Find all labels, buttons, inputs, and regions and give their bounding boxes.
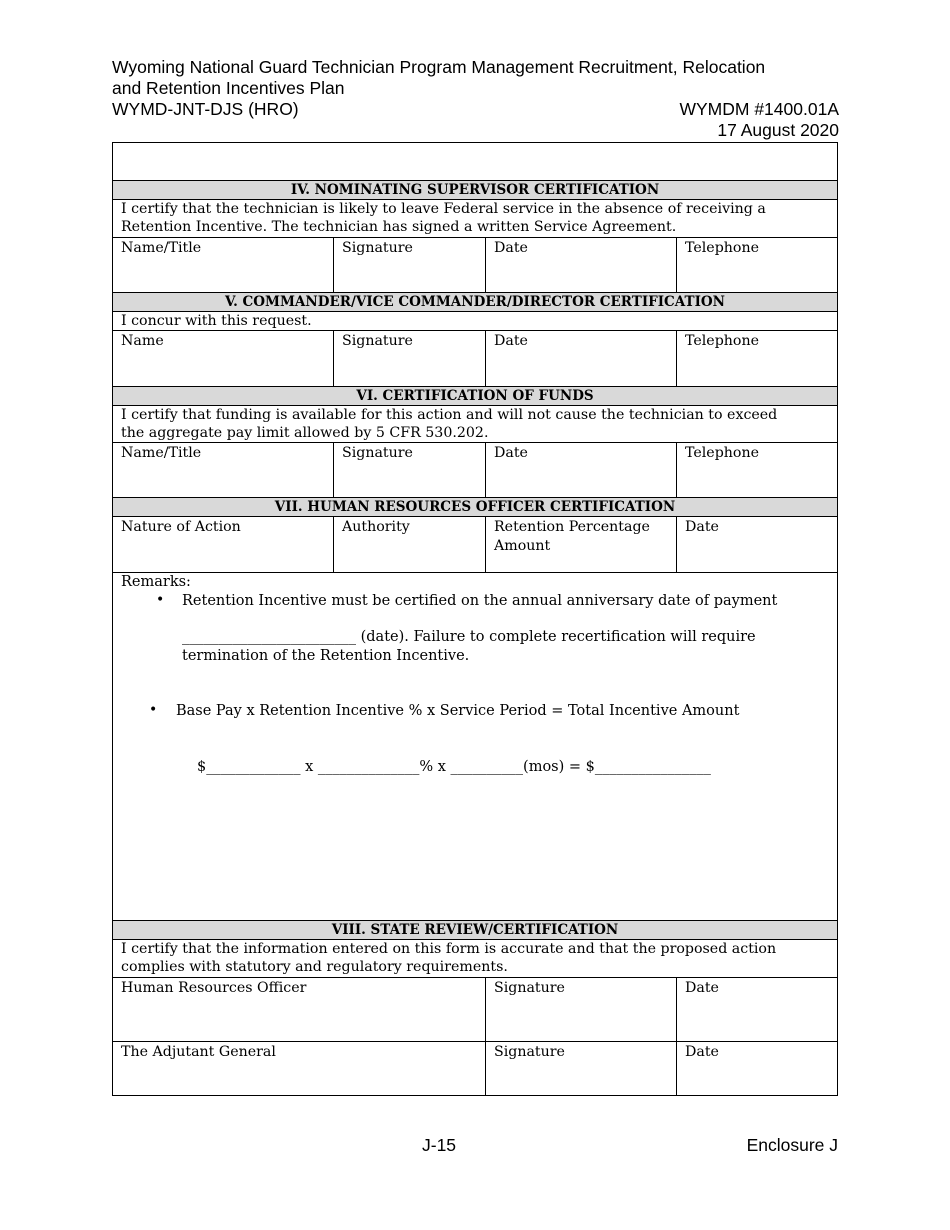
document-date: 17 August 2020 [717, 120, 839, 140]
document-number: WYMDM #1400.01A [679, 99, 839, 119]
commander-date-field[interactable]: Date [485, 331, 676, 386]
remarks-bullet1-line1: Retention Incentive must be certified on the annual anniversary date of payment [182, 593, 778, 609]
section-viii-heading: VIII. STATE REVIEW/CERTIFICATION [113, 920, 837, 939]
page-header [112, 57, 839, 141]
section-vi-fields-row [113, 442, 837, 497]
certification-form [112, 142, 838, 1096]
funds-telephone-field[interactable]: Telephone [676, 443, 837, 497]
remarks-bullet1-line3: termination of the Retention Incentive. [182, 648, 470, 664]
commander-name-field[interactable]: Name [121, 333, 164, 349]
section-iv-heading: IV. NOMINATING SUPERVISOR CERTIFICATION [113, 180, 837, 199]
section-v-statement: I concur with this request. [113, 311, 837, 330]
remarks-block[interactable] [113, 572, 837, 920]
supervisor-telephone-field[interactable]: Telephone [676, 238, 837, 292]
supervisor-signature-field[interactable]: Signature [333, 238, 485, 292]
plan-title-line1: Wyoming National Guard Technician Program Management Recruitment, Relocation [112, 57, 766, 77]
office-code: WYMD-JNT-DJS (HRO) [112, 99, 299, 119]
remarks-bullet1-line2: ________________________ (date). Failure to complete recertification will require [182, 629, 756, 645]
section-vii-fields-row [113, 516, 837, 572]
supervisor-name-title-field[interactable]: Name/Title [121, 240, 202, 256]
remarks-label: Remarks: [121, 574, 191, 590]
hro-signature-row [113, 977, 837, 1041]
authority-field[interactable]: Authority [333, 517, 485, 572]
blank-top-row [113, 143, 837, 180]
section-viii-statement-line2: complies with statutory and regulatory requirements. [121, 959, 508, 975]
adjutant-general-signature-field[interactable]: Signature [485, 1042, 676, 1095]
section-vi-statement-line1: I certify that funding is available for this action and will not cause the technician to exceed [121, 407, 778, 423]
bullet-icon: • [149, 702, 158, 718]
section-viii-statement-line1: I certify that the information entered on this form is accurate and that the proposed action [121, 941, 777, 957]
page-number: J-15 [422, 1135, 457, 1155]
commander-telephone-field[interactable]: Telephone [676, 331, 837, 386]
section-iv-statement [113, 199, 837, 237]
commander-signature-field[interactable]: Signature [333, 331, 485, 386]
hro-date-field[interactable]: Date [676, 517, 837, 572]
funds-date-field[interactable]: Date [485, 443, 676, 497]
retention-percentage-label-line2: Amount [494, 537, 551, 554]
section-vi-statement [113, 405, 837, 442]
adjutant-general-signature-row [113, 1041, 837, 1095]
retention-percentage-label-line1: Retention Percentage [494, 519, 650, 535]
supervisor-date-field[interactable]: Date [485, 238, 676, 292]
section-v-heading: V. COMMANDER/VICE COMMANDER/DIRECTOR CERTIFICATION [113, 292, 837, 311]
section-vii-heading: VII. HUMAN RESOURCES OFFICER CERTIFICATION [113, 497, 837, 516]
adjutant-general-name-field[interactable]: The Adjutant General [121, 1044, 276, 1060]
retention-percentage-amount-field[interactable] [485, 517, 676, 572]
adjutant-general-date-field[interactable]: Date [676, 1042, 837, 1095]
funds-signature-field[interactable]: Signature [333, 443, 485, 497]
plan-title-line2: and Retention Incentives Plan [112, 78, 345, 98]
section-iv-statement-line1: I certify that the technician is likely to leave Federal service in the absence of receiving a [121, 201, 766, 217]
hro-review-date-field[interactable]: Date [676, 978, 837, 1041]
section-vi-heading: VI. CERTIFICATION OF FUNDS [113, 386, 837, 405]
section-viii-statement [113, 939, 837, 977]
hro-signature-field[interactable]: Signature [485, 978, 676, 1041]
remarks-bullet2: Base Pay x Retention Incentive % x Service Period = Total Incentive Amount [176, 703, 740, 719]
section-v-fields-row [113, 330, 837, 386]
funds-name-title-field[interactable]: Name/Title [121, 445, 202, 461]
enclosure-label: Enclosure J [746, 1135, 838, 1155]
hro-name-field[interactable]: Human Resources Officer [121, 980, 307, 996]
section-vi-statement-line2: the aggregate pay limit allowed by 5 CFR 530.202. [121, 425, 489, 441]
section-iv-fields-row [113, 237, 837, 292]
incentive-formula: $_____________ x ______________% x __________(mos) = $________________ [197, 759, 711, 775]
nature-of-action-field[interactable]: Nature of Action [121, 519, 241, 535]
bullet-icon: • [156, 592, 165, 608]
section-iv-statement-line2: Retention Incentive. The technician has signed a written Service Agreement. [121, 219, 677, 235]
